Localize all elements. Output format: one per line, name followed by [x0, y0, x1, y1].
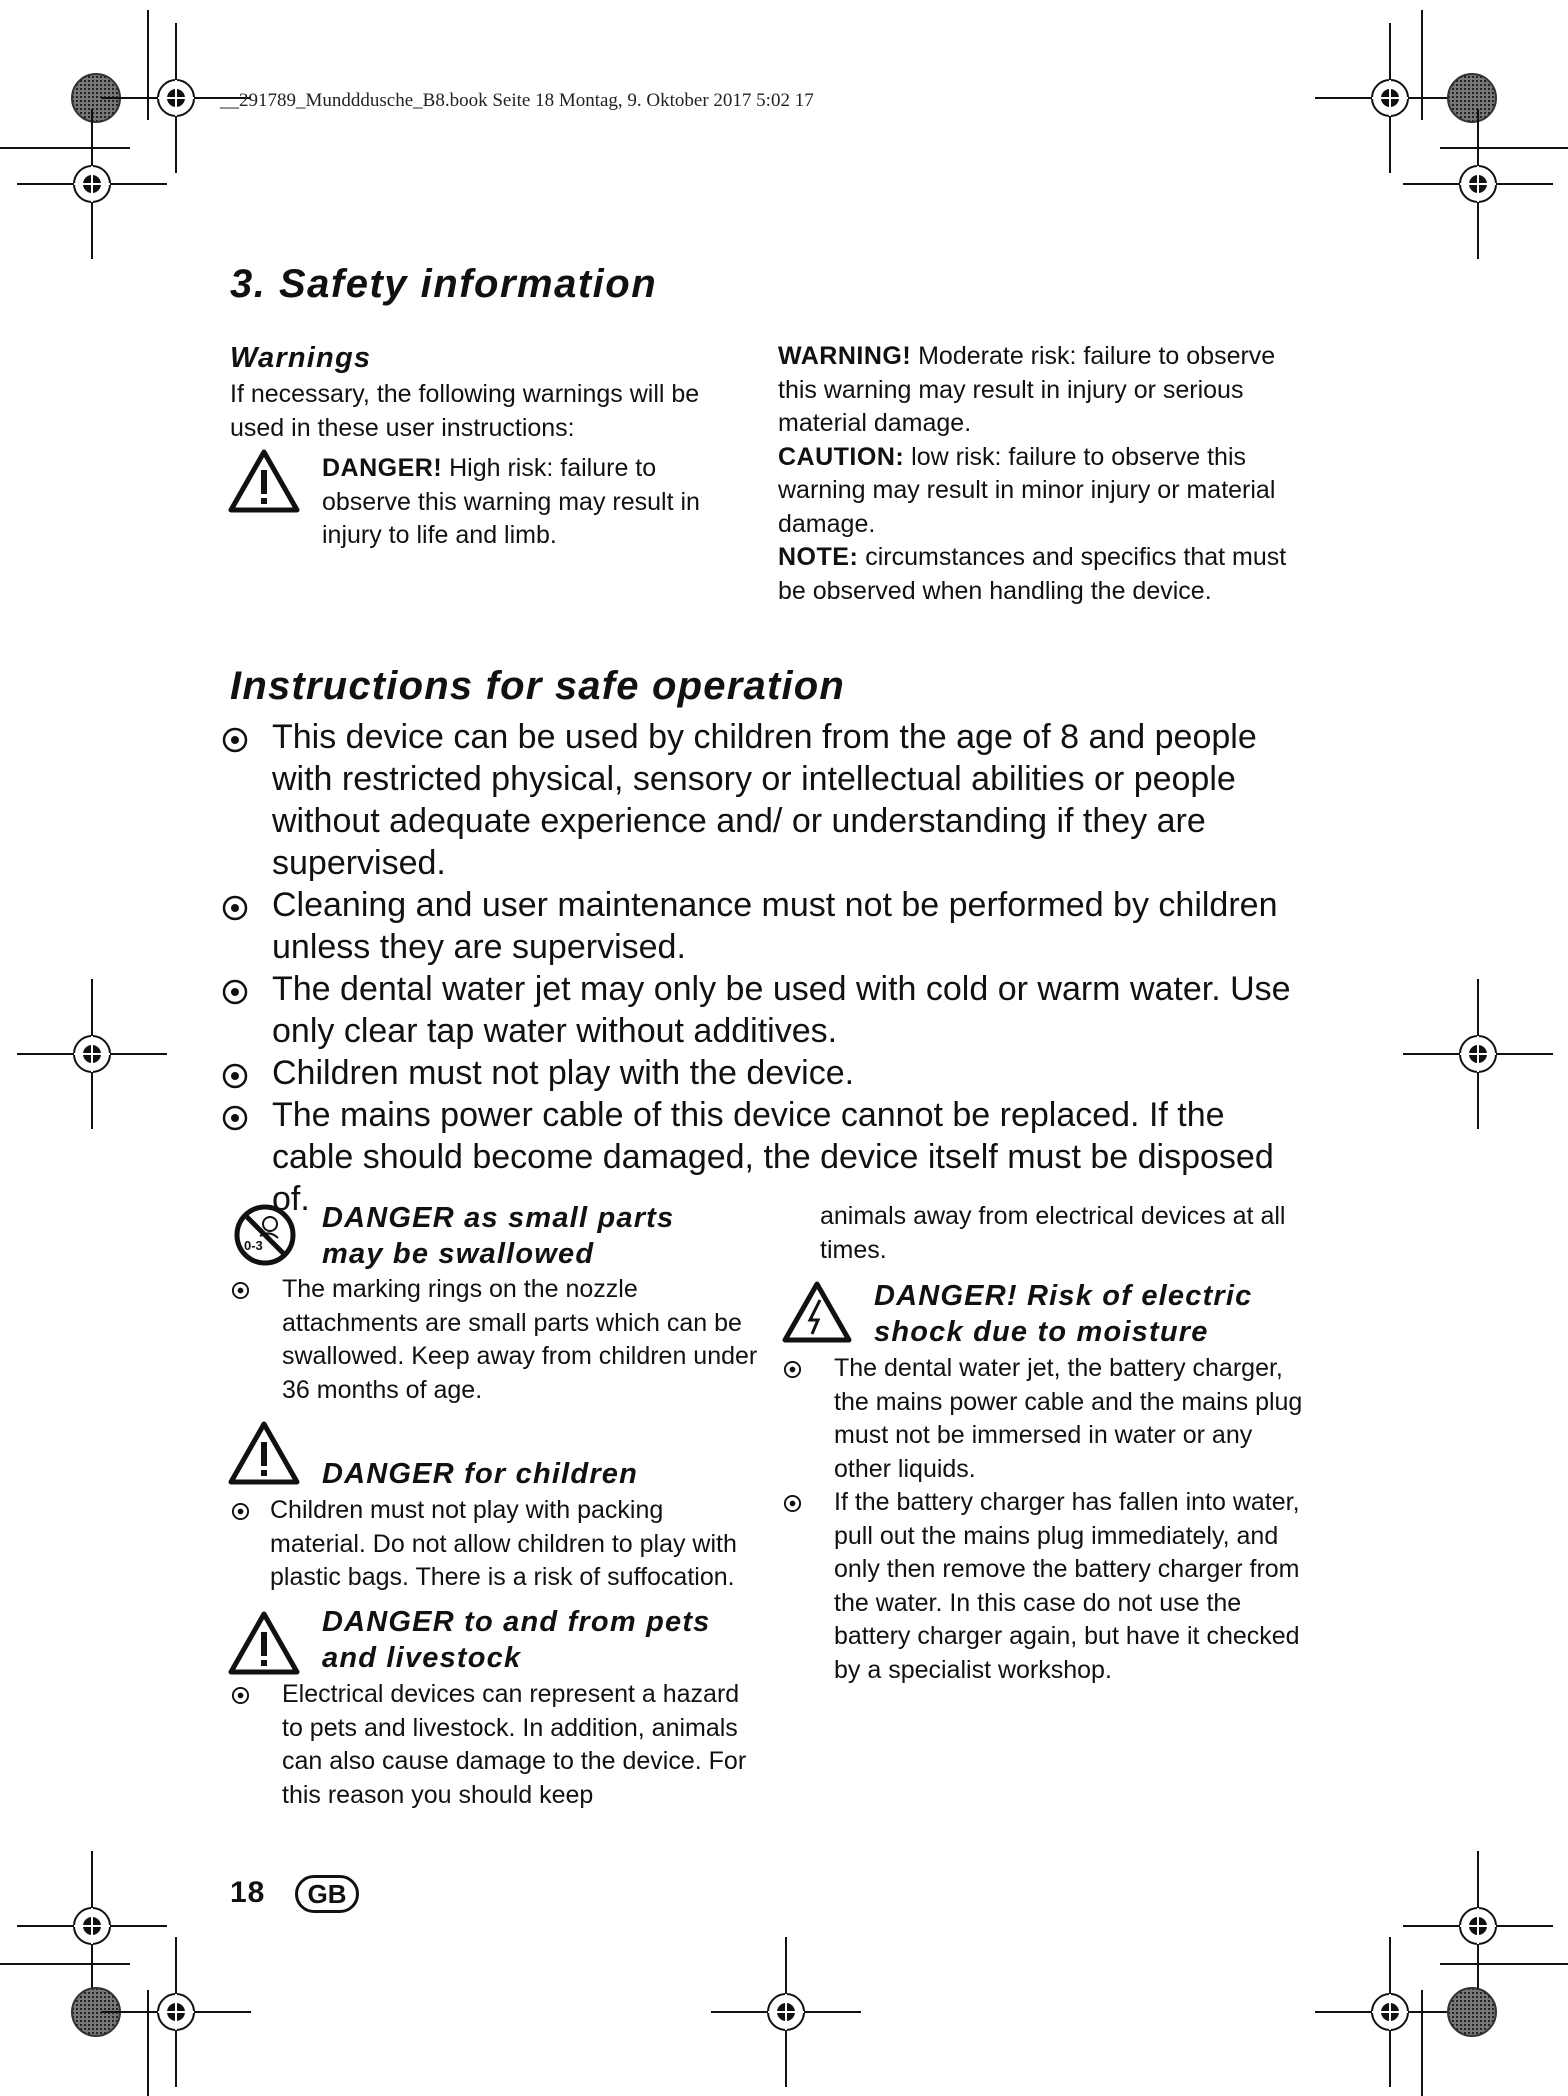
note-definition — [778, 541, 1308, 608]
list-item: The mains power cable of this device cannot be replaced. If the cable should become damaged, the device itself must be disposed of. — [222, 1094, 1312, 1220]
country-badge: GB — [295, 1875, 359, 1913]
warning-label: WARNING! — [778, 342, 912, 370]
warning-definitions — [778, 340, 1308, 608]
list-item: Cleaning and user maintenance must not be performed by children unless they are supervised. — [222, 884, 1312, 968]
list-item: Children must not play with the device. — [222, 1052, 1312, 1094]
electric-shock-icon — [782, 1280, 852, 1344]
list-item: The dental water jet may only be used with cold or warm water. Use only clear tap water without additives. — [222, 968, 1312, 1052]
danger-label: DANGER! — [322, 454, 443, 482]
pets-body — [228, 1678, 758, 1812]
danger-definition — [322, 452, 752, 553]
list-item: This device can be used by children from the age of 8 and people with restricted physical, sensory or intellectual abilities or people without adequate experience and/ or understanding if they are supervised. — [222, 716, 1312, 884]
note-text: circumstances and specifics that must be observed when handling the device. — [778, 543, 1287, 605]
note-label: NOTE: — [778, 543, 859, 571]
no-small-children-icon — [232, 1202, 298, 1268]
caution-label: CAUTION: — [778, 442, 905, 471]
small-parts-heading: DANGER as small parts may be swallowed — [322, 1202, 675, 1270]
bullet-icon — [231, 1502, 250, 1521]
caution-text: low risk: failure to observe this warning may result in minor injury or material damage. — [778, 442, 1276, 538]
electric-body — [780, 1352, 1310, 1687]
children-heading: DANGER for children — [322, 1458, 639, 1490]
age-label: 0-3 — [244, 1238, 263, 1253]
list-item: The marking rings on the nozzle attachments are small parts which can be swallowed. Keep away from children under 36 months of age. — [228, 1273, 758, 1407]
warning-triangle-icon — [228, 1420, 300, 1486]
caution-definition — [778, 441, 1308, 542]
section-title: 3. Safety information — [230, 262, 658, 306]
list-item: If the battery charger has fallen into water, pull out the mains plug immediately, and only then remove the battery charger from the water. In this case do not use the battery charger again, but have it checked by a specialist workshop. — [780, 1486, 1310, 1687]
warnings-heading: Warnings — [230, 342, 372, 374]
bullet-icon — [222, 895, 248, 921]
warning-triangle-icon — [228, 1610, 300, 1676]
warnings-intro: If necessary, the following warnings will be used in these user instructions: — [230, 380, 700, 442]
pets-heading: DANGER to and from pets and livestock — [322, 1606, 711, 1674]
warning-triangle-icon — [228, 448, 300, 514]
bullet-icon — [222, 1063, 248, 1089]
safe-operation-list — [222, 716, 1312, 1220]
small-parts-body — [228, 1273, 758, 1407]
print-slug: __291789_Mundddusche_B8.book Seite 18 Montag, 9. Oktober 2017 5:02 17 — [220, 90, 814, 111]
bullet-icon — [783, 1360, 802, 1379]
page-number: 18 — [230, 1876, 266, 1909]
list-item: Children must not play with packing material. Do not allow children to play with plastic bags. There is a risk of suffocation. — [228, 1494, 758, 1595]
list-item: Electrical devices can represent a hazard to pets and livestock. In addition, animals can also cause damage to the device. For this reason you should keep — [228, 1678, 758, 1812]
warning-text: Moderate risk: failure to observe this warning may result in injury or serious material damage. — [778, 342, 1276, 437]
children-body — [228, 1494, 758, 1595]
danger-text: High risk: failure to observe this warning may result in injury to life and limb. — [322, 454, 700, 549]
bullet-icon — [231, 1281, 250, 1300]
bullet-icon — [783, 1494, 802, 1513]
electric-heading: DANGER! Risk of electric shock due to moisture — [874, 1280, 1253, 1348]
bullet-icon — [222, 979, 248, 1005]
pets-body-continued: animals away from electrical devices at all times. — [820, 1202, 1286, 1264]
bullet-icon — [222, 727, 248, 753]
bullet-icon — [231, 1686, 250, 1705]
warning-definition — [778, 340, 1308, 441]
bullet-icon — [222, 1105, 248, 1131]
safe-operation-heading: Instructions for safe operation — [230, 664, 846, 708]
list-item: The dental water jet, the battery charger, the mains power cable and the mains plug must not be immersed in water or any other liquids. — [780, 1352, 1310, 1486]
